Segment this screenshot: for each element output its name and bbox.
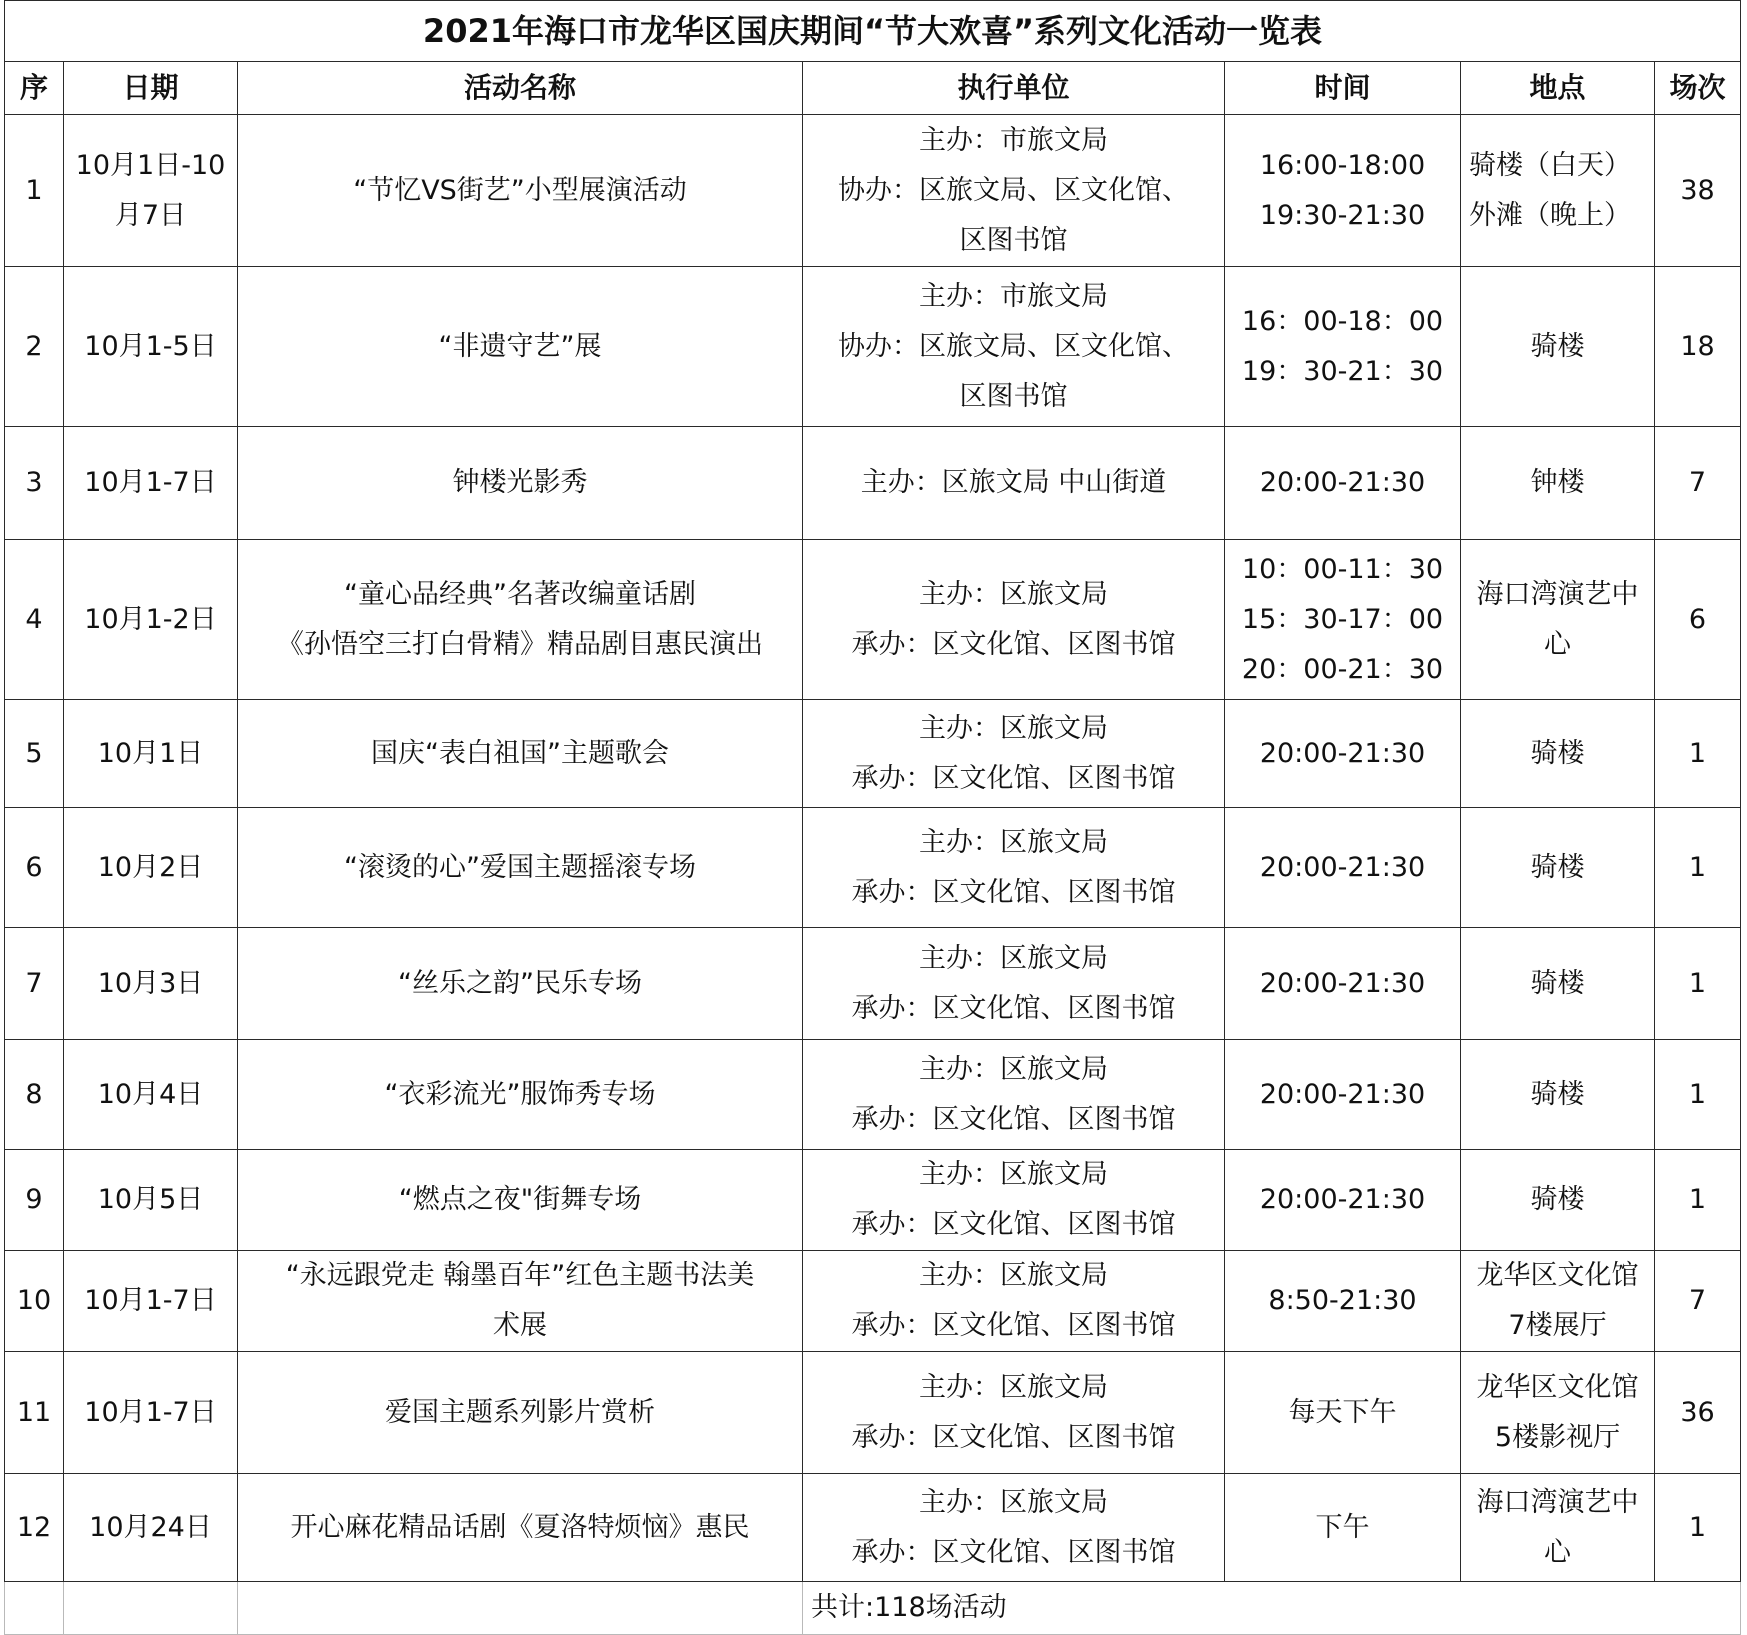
header-name: 活动名称	[238, 62, 803, 115]
cell-time: 20:00-21:30	[1225, 808, 1461, 928]
cell-no: 1	[5, 115, 64, 267]
cell-name: “丝乐之韵”民乐专场	[238, 928, 803, 1040]
cell-no: 9	[5, 1150, 64, 1251]
cell-no: 12	[5, 1474, 64, 1582]
cell-unit: 主办：区旅文局 承办：区文化馆、区图书馆	[803, 700, 1225, 808]
cell-time: 8:50-21:30	[1225, 1251, 1461, 1352]
table-row	[5, 540, 1741, 700]
activity-sheet	[4, 0, 1740, 1635]
cell-date: 10月2日	[64, 808, 238, 928]
cell-place: 骑楼	[1461, 700, 1655, 808]
header-row	[5, 62, 1741, 115]
cell-unit: 主办：区旅文局 承办：区文化馆、区图书馆	[803, 1150, 1225, 1251]
cell-name: “永远跟党走 翰墨百年”红色主题书法美 术展	[238, 1251, 803, 1352]
table-row	[5, 115, 1741, 267]
cell-place: 海口湾演艺中 心	[1461, 540, 1655, 700]
cell-name: 爱国主题系列影片赏析	[238, 1352, 803, 1474]
cell-place: 骑楼（白天） 外滩（晚上）	[1461, 115, 1655, 267]
cell-name: “非遗守艺”展	[238, 267, 803, 427]
cell-no: 5	[5, 700, 64, 808]
cell-count: 1	[1655, 1474, 1741, 1582]
cell-unit: 主办：区旅文局 承办：区文化馆、区图书馆	[803, 1352, 1225, 1474]
cell-date: 10月1-7日	[64, 1251, 238, 1352]
cell-unit: 主办：区旅文局 承办：区文化馆、区图书馆	[803, 1474, 1225, 1582]
table-row	[5, 808, 1741, 928]
cell-place: 骑楼	[1461, 808, 1655, 928]
cell-time: 16：00-18：00 19：30-21：30	[1225, 267, 1461, 427]
header-place: 地点	[1461, 62, 1655, 115]
cell-date: 10月1日	[64, 700, 238, 808]
cell-no: 6	[5, 808, 64, 928]
footer-cell	[5, 1582, 64, 1635]
cell-name: 钟楼光影秀	[238, 427, 803, 540]
cell-unit: 主办：区旅文局 承办：区文化馆、区图书馆	[803, 1040, 1225, 1150]
cell-unit: 主办：区旅文局 承办：区文化馆、区图书馆	[803, 1251, 1225, 1352]
activity-table	[4, 0, 1741, 1635]
table-title: 2021年海口市龙华区国庆期间“节大欢喜”系列文化活动一览表	[5, 1, 1741, 62]
cell-name: “滚烫的心”爱国主题摇滚专场	[238, 808, 803, 928]
cell-count: 36	[1655, 1352, 1741, 1474]
header-unit: 执行单位	[803, 62, 1225, 115]
cell-time: 下午	[1225, 1474, 1461, 1582]
cell-date: 10月1-2日	[64, 540, 238, 700]
cell-date: 10月3日	[64, 928, 238, 1040]
cell-place: 骑楼	[1461, 928, 1655, 1040]
cell-place: 龙华区文化馆 7楼展厅	[1461, 1251, 1655, 1352]
cell-count: 7	[1655, 1251, 1741, 1352]
cell-place: 海口湾演艺中 心	[1461, 1474, 1655, 1582]
cell-no: 11	[5, 1352, 64, 1474]
cell-date: 10月5日	[64, 1150, 238, 1251]
cell-count: 6	[1655, 540, 1741, 700]
cell-time: 16:00-18:00 19:30-21:30	[1225, 115, 1461, 267]
cell-name: “衣彩流光”服饰秀专场	[238, 1040, 803, 1150]
cell-count: 1	[1655, 928, 1741, 1040]
cell-unit: 主办：区旅文局 承办：区文化馆、区图书馆	[803, 928, 1225, 1040]
cell-time: 20:00-21:30	[1225, 700, 1461, 808]
cell-unit: 主办：区旅文局 承办：区文化馆、区图书馆	[803, 808, 1225, 928]
cell-time: 20:00-21:30	[1225, 928, 1461, 1040]
cell-no: 3	[5, 427, 64, 540]
footer-cell	[238, 1582, 803, 1635]
cell-name: “节忆VS街艺”小型展演活动	[238, 115, 803, 267]
table-row	[5, 427, 1741, 540]
cell-time: 每天下午	[1225, 1352, 1461, 1474]
cell-place: 钟楼	[1461, 427, 1655, 540]
cell-count: 38	[1655, 115, 1741, 267]
cell-unit: 主办：区旅文局 中山街道	[803, 427, 1225, 540]
table-row	[5, 1150, 1741, 1251]
cell-date: 10月1-7日	[64, 1352, 238, 1474]
cell-no: 8	[5, 1040, 64, 1150]
table-row	[5, 1040, 1741, 1150]
cell-place: 骑楼	[1461, 1040, 1655, 1150]
cell-unit: 主办：市旅文局 协办：区旅文局、区文化馆、 区图书馆	[803, 115, 1225, 267]
cell-count: 1	[1655, 1150, 1741, 1251]
table-row	[5, 1352, 1741, 1474]
cell-time: 20:00-21:30	[1225, 1150, 1461, 1251]
cell-count: 18	[1655, 267, 1741, 427]
header-date: 日期	[64, 62, 238, 115]
cell-place: 龙华区文化馆 5楼影视厅	[1461, 1352, 1655, 1474]
table-row	[5, 700, 1741, 808]
cell-no: 7	[5, 928, 64, 1040]
cell-date: 10月1日-10 月7日	[64, 115, 238, 267]
cell-no: 2	[5, 267, 64, 427]
cell-date: 10月1-7日	[64, 427, 238, 540]
table-body	[5, 115, 1741, 1582]
cell-count: 1	[1655, 700, 1741, 808]
cell-unit: 主办：市旅文局 协办：区旅文局、区文化馆、 区图书馆	[803, 267, 1225, 427]
cell-no: 4	[5, 540, 64, 700]
header-no: 序	[5, 62, 64, 115]
cell-no: 10	[5, 1251, 64, 1352]
cell-count: 1	[1655, 1040, 1741, 1150]
cell-name: “燃点之夜"街舞专场	[238, 1150, 803, 1251]
cell-date: 10月24日	[64, 1474, 238, 1582]
header-time: 时间	[1225, 62, 1461, 115]
cell-place: 骑楼	[1461, 267, 1655, 427]
cell-time: 20:00-21:30	[1225, 1040, 1461, 1150]
table-row	[5, 928, 1741, 1040]
table-row	[5, 267, 1741, 427]
cell-name: 开心麻花精品话剧《夏洛特烦恼》惠民	[238, 1474, 803, 1582]
cell-name: 国庆“表白祖国”主题歌会	[238, 700, 803, 808]
cell-count: 1	[1655, 808, 1741, 928]
table-row	[5, 1474, 1741, 1582]
cell-date: 10月1-5日	[64, 267, 238, 427]
cell-name: “童心品经典”名著改编童话剧 《孙悟空三打白骨精》精品剧目惠民演出	[238, 540, 803, 700]
cell-time: 10：00-11：30 15：30-17：00 20：00-21：30	[1225, 540, 1461, 700]
cell-time: 20:00-21:30	[1225, 427, 1461, 540]
total-summary: 共计:118场活动	[803, 1582, 1741, 1635]
cell-unit: 主办：区旅文局 承办：区文化馆、区图书馆	[803, 540, 1225, 700]
cell-date: 10月4日	[64, 1040, 238, 1150]
table-row	[5, 1251, 1741, 1352]
cell-count: 7	[1655, 427, 1741, 540]
cell-place: 骑楼	[1461, 1150, 1655, 1251]
footer-row	[5, 1582, 1741, 1635]
header-count: 场次	[1655, 62, 1741, 115]
footer-cell	[64, 1582, 238, 1635]
